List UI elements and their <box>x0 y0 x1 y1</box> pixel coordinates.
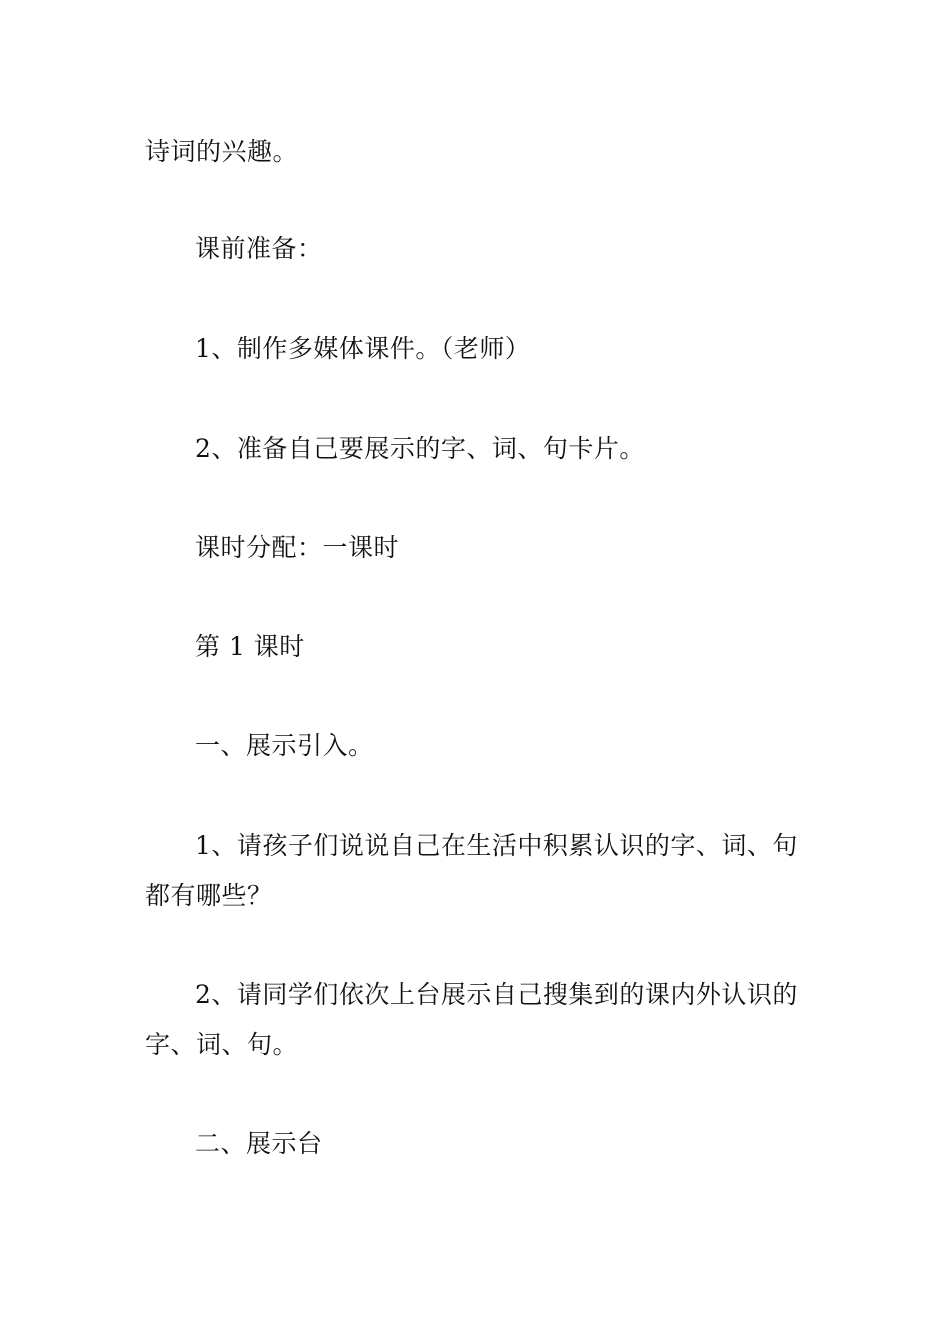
section-heading: 课前准备： <box>195 234 323 263</box>
list-item: 1、制作多媒体课件。（老师） <box>195 334 531 363</box>
list-item: 1、请孩子们说说自己在生活中积累认识的字、词、句 <box>195 831 798 860</box>
paragraph-line: 都有哪些？ <box>145 881 273 910</box>
list-item: 2、请同学们依次上台展示自己搜集到的课内外认识的 <box>195 980 798 1009</box>
paragraph-line: 诗词的兴趣。 <box>145 137 299 166</box>
section-heading: 一、展示引入。 <box>195 731 374 760</box>
section-heading: 第 1 课时 <box>195 632 305 661</box>
section-heading: 二、展示台 <box>195 1129 323 1158</box>
paragraph-line: 字、词、句。 <box>145 1030 299 1059</box>
list-item: 2、准备自己要展示的字、词、句卡片。 <box>195 434 645 463</box>
paragraph-line: 课时分配：一课时 <box>195 533 400 562</box>
